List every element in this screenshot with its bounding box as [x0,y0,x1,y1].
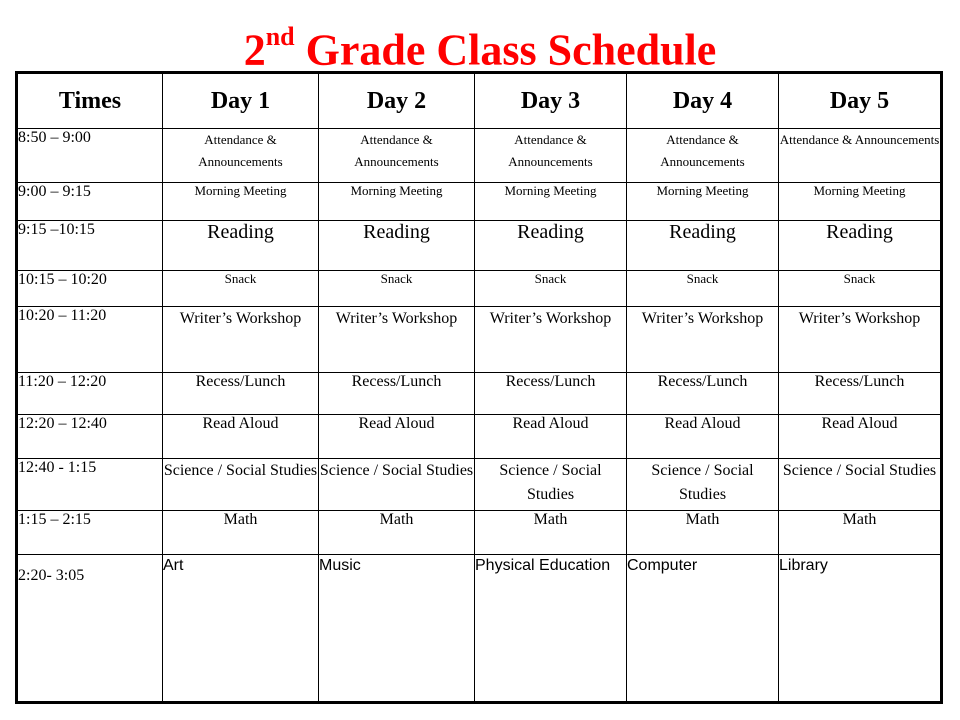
activity-cell-day-2: Attendance & Announcements [319,129,475,183]
special-cell-day-4: Computer [627,555,779,703]
activity-cell-day-5: Reading [779,221,942,271]
activity-cell-day-1: Reading [163,221,319,271]
table-row [17,307,942,373]
header-row [17,73,942,129]
activity-cell-day-2: Read Aloud [319,415,475,459]
activity-cell-day-4: Recess/Lunch [627,373,779,415]
activity-cell-day-4: Reading [627,221,779,271]
special-cell-day-1: Art [163,555,319,703]
activity-cell-day-5: Science / Social Studies [779,459,942,511]
table-row [17,415,942,459]
time-cell: 8:50 – 9:00 [17,129,163,183]
activity-cell-day-3: Science / Social Studies [475,459,627,511]
activity-cell-day-5: Math [779,511,942,555]
special-cell-day-3: Physical Education [475,555,627,703]
activity-cell-day-2: Reading [319,221,475,271]
activity-cell-day-1: Writer’s Workshop [163,307,319,373]
column-header-day-1: Day 1 [163,73,319,129]
column-header-times: Times [17,73,163,129]
activity-cell-day-4: Science / Social Studies [627,459,779,511]
time-cell: 11:20 – 12:20 [17,373,163,415]
time-cell: 9:15 –10:15 [17,221,163,271]
page-title [0,14,960,78]
table-row [17,511,942,555]
activity-cell-day-1: Math [163,511,319,555]
column-header-day-4: Day 4 [627,73,779,129]
table-row [17,221,942,271]
time-cell: 9:00 – 9:15 [17,183,163,221]
activity-cell-day-2: Writer’s Workshop [319,307,475,373]
time-cell: 12:20 – 12:40 [17,415,163,459]
title-text: Grade Class Schedule [305,25,717,75]
activity-cell-day-3: Reading [475,221,627,271]
activity-cell-day-2: Morning Meeting [319,183,475,221]
activity-cell-day-4: Writer’s Workshop [627,307,779,373]
table-row [17,555,942,703]
activity-cell-day-4: Math [627,511,779,555]
activity-cell-day-3: Morning Meeting [475,183,627,221]
schedule-table [15,71,943,704]
activity-cell-day-3: Math [475,511,627,555]
time-cell: 10:20 – 11:20 [17,307,163,373]
activity-cell-day-3: Attendance & Announcements [475,129,627,183]
column-header-day-5: Day 5 [779,73,942,129]
column-header-day-3: Day 3 [475,73,627,129]
activity-cell-day-2: Math [319,511,475,555]
activity-cell-day-1: Morning Meeting [163,183,319,221]
activity-cell-day-4: Morning Meeting [627,183,779,221]
activity-cell-day-1: Read Aloud [163,415,319,459]
table-row [17,183,942,221]
time-cell: 12:40 - 1:15 [17,459,163,511]
table-row [17,271,942,307]
activity-cell-day-1: Snack [163,271,319,307]
time-cell: 1:15 – 2:15 [17,511,163,555]
title-ordinal-suffix: nd [265,22,295,51]
activity-cell-day-3: Recess/Lunch [475,373,627,415]
column-header-day-2: Day 2 [319,73,475,129]
activity-cell-day-3: Snack [475,271,627,307]
time-cell: 2:20- 3:05 [17,555,163,703]
activity-cell-day-5: Writer’s Workshop [779,307,942,373]
activity-cell-day-5: Read Aloud [779,415,942,459]
table-row [17,373,942,415]
table-row [17,129,942,183]
activity-cell-day-4: Snack [627,271,779,307]
activity-cell-day-5: Recess/Lunch [779,373,942,415]
special-cell-day-5: Library [779,555,942,703]
activity-cell-day-2: Science / Social Studies [319,459,475,511]
activity-cell-day-3: Read Aloud [475,415,627,459]
activity-cell-day-2: Recess/Lunch [319,373,475,415]
title-ordinal-number: 2 [243,25,266,75]
time-cell: 10:15 – 10:20 [17,271,163,307]
table-row [17,459,942,511]
special-cell-day-2: Music [319,555,475,703]
activity-cell-day-3: Writer’s Workshop [475,307,627,373]
activity-cell-day-2: Snack [319,271,475,307]
activity-cell-day-5: Snack [779,271,942,307]
activity-cell-day-1: Recess/Lunch [163,373,319,415]
activity-cell-day-1: Attendance & Announcements [163,129,319,183]
activity-cell-day-4: Read Aloud [627,415,779,459]
activity-cell-day-5: Morning Meeting [779,183,942,221]
activity-cell-day-1: Science / Social Studies [163,459,319,511]
activity-cell-day-4: Attendance & Announcements [627,129,779,183]
activity-cell-day-5: Attendance & Announcements [779,129,942,183]
